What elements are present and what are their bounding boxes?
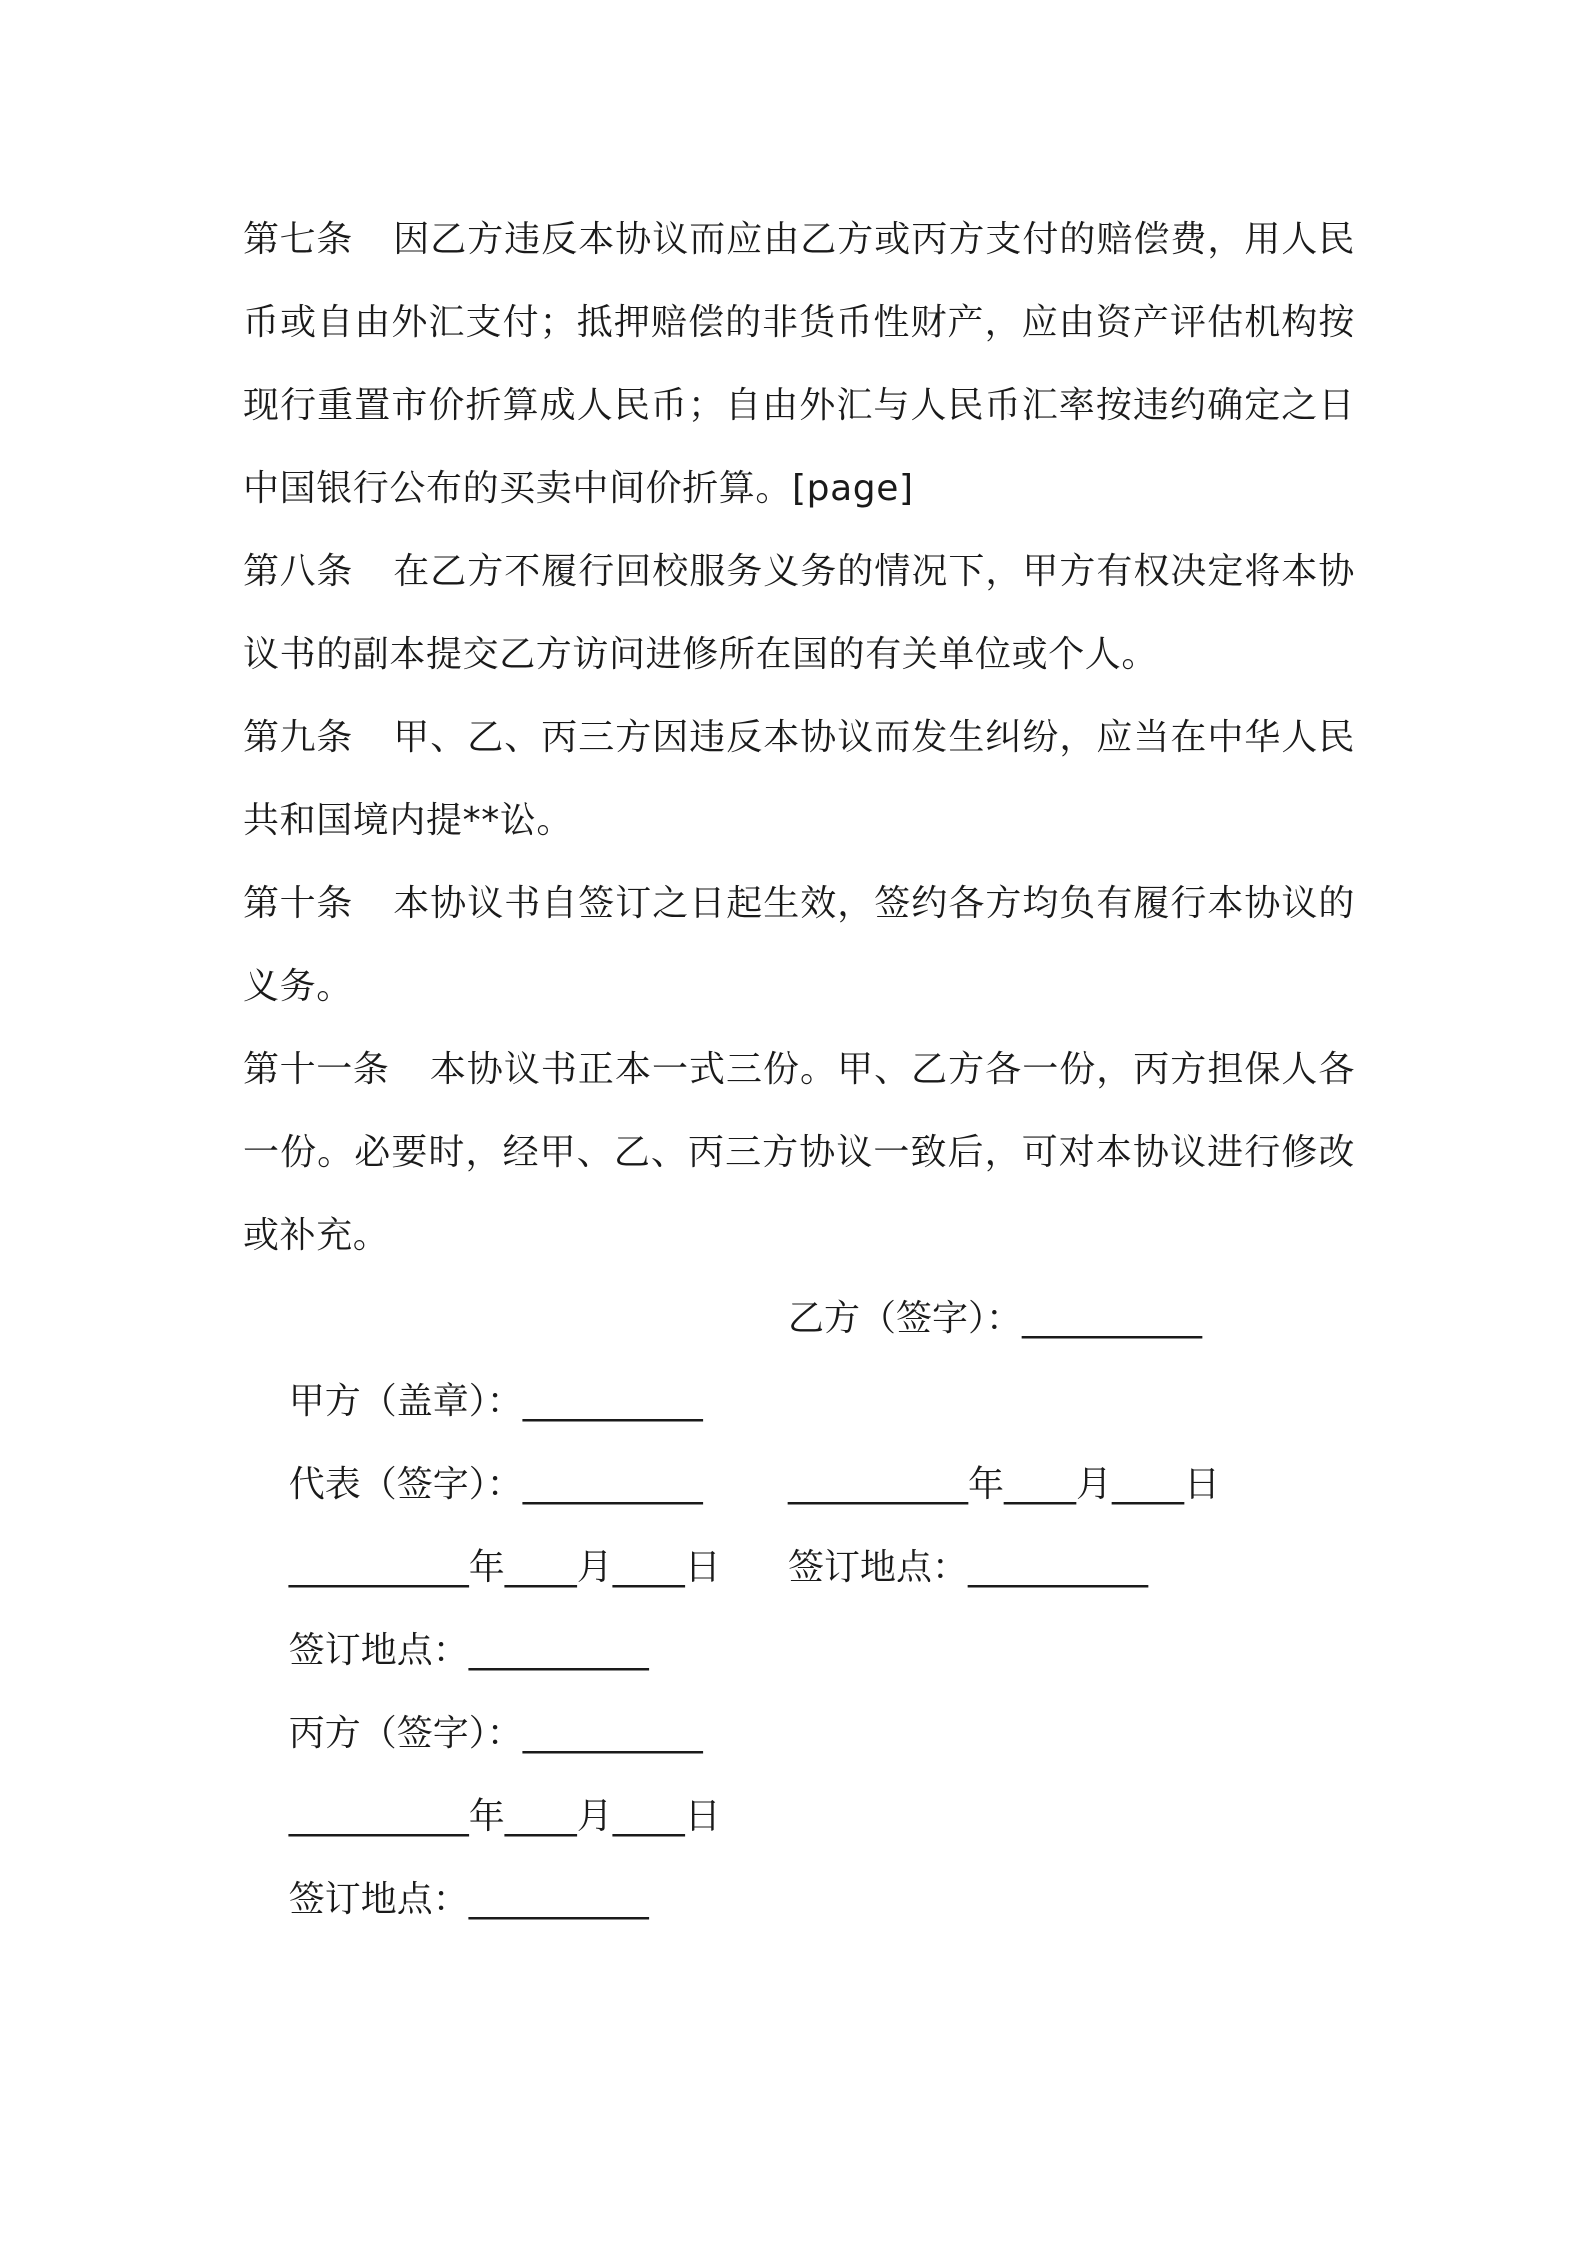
- date-line-c: __________年____月____日: [288, 1796, 721, 1837]
- party-a-seal-line: 甲方（盖章）：__________: [288, 1381, 703, 1422]
- article-10: [243, 862, 1355, 1028]
- signature-row-date-c: [243, 1692, 1355, 1837]
- article-number: 第十一条: [243, 1049, 390, 1090]
- party-c-sign-line: 丙方（签字）：__________: [288, 1713, 703, 1754]
- article-text: 因乙方违反本协议而应由乙方或丙方支付的赔偿费，用人民币或自由外汇支付；抵押赔偿的非货币性财产，应由资产评估机构按现行重置市价折算成人民币；自由外汇与人民币汇率按违约确定之日中国银行公布的买卖中间价折算。[page]: [243, 219, 1355, 509]
- signature-row-party-c: [243, 1609, 1355, 1754]
- party-b-sign-line: 乙方（签字）：__________: [788, 1298, 1203, 1339]
- article-11: [243, 1028, 1355, 1277]
- article-text: 甲、乙、丙三方因违反本协议而发生纠纷，应当在中华人民共和国境内提**讼。: [243, 717, 1355, 841]
- document-page: [243, 198, 1355, 1920]
- signature-row-places: [243, 1526, 1355, 1671]
- article-text: 在乙方不履行回校服务义务的情况下，甲方有权决定将本协议书的副本提交乙方访问进修所在国的有关单位或个人。: [243, 551, 1355, 675]
- place-line-c: 签订地点：__________: [288, 1879, 649, 1920]
- article-number: 第八条: [243, 551, 353, 592]
- article-7: [243, 198, 1355, 530]
- article-text: 本协议书正本一式三份。甲、乙方各一份，丙方担保人各一份。必要时，经甲、乙、丙三方协议一致后，可对本协议进行修改或补充。: [243, 1049, 1355, 1256]
- article-number: 第七条: [243, 219, 353, 260]
- signature-row-parties: [243, 1277, 1355, 1422]
- place-line-a: 签订地点：__________: [288, 1630, 649, 1671]
- article-text: 本协议书自签订之日起生效，签约各方均负有履行本协议的义务。: [243, 883, 1355, 1007]
- representative-sign-line: 代表（签字）：__________: [288, 1464, 703, 1505]
- signature-row-place-c: [243, 1775, 1355, 1920]
- article-8: [243, 530, 1355, 696]
- date-line-b: __________年____月____日: [788, 1464, 1220, 1505]
- place-line-b: 签订地点：__________: [788, 1547, 1149, 1588]
- date-line-a: __________年____月____日: [288, 1547, 721, 1588]
- article-number: 第十条: [243, 883, 353, 924]
- article-number: 第九条: [243, 717, 353, 758]
- article-9: [243, 696, 1355, 862]
